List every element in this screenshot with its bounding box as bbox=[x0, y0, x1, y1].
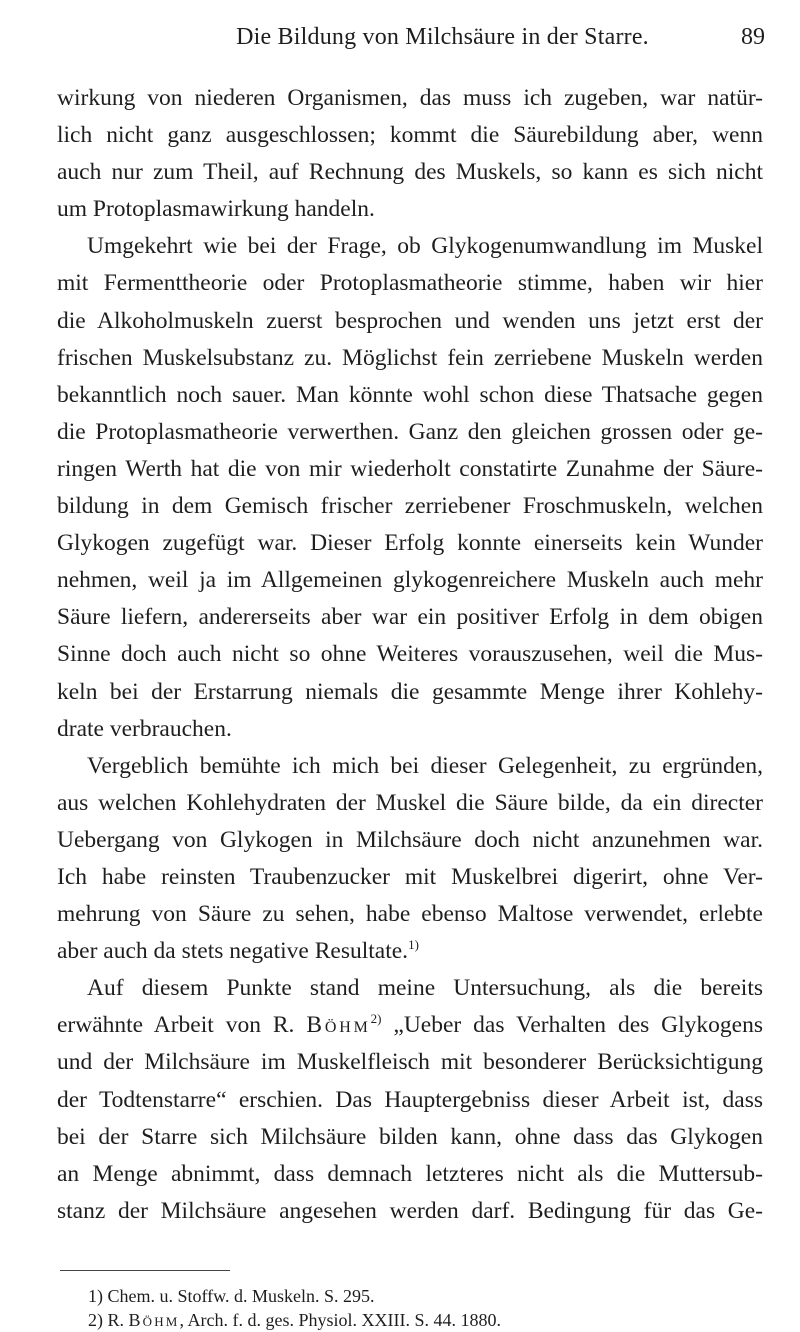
text-line bbox=[57, 1007, 763, 1044]
text-line: stanz der Milchsäure angesehen werden darf. Bedingung für das Ge- bbox=[57, 1197, 763, 1224]
page-number: 89 bbox=[741, 24, 765, 50]
footnote-divider bbox=[60, 1270, 230, 1271]
running-title: Die Bildung von Milchsäure in der Starre. bbox=[236, 24, 649, 50]
text-line: bei der Starre sich Milchsäure bilden kann, ohne dass das Glykogen bbox=[57, 1123, 763, 1150]
text-fragment: 2) R. bbox=[88, 1310, 124, 1330]
text-fragment: aber auch da stets negative Resultate. bbox=[57, 938, 409, 965]
author-name: Böhm bbox=[306, 1012, 371, 1039]
text-line: Sinne doch auch nicht so ohne Weiteres vorauszusehen, weil die Mus- bbox=[57, 641, 763, 668]
text-line: ringen Werth hat die von mir wiederholt constatirte Zunahme der Säure- bbox=[57, 455, 763, 482]
text-line: lich nicht ganz ausgeschlossen; kommt die Säurebildung aber, wenn bbox=[57, 122, 763, 149]
body-text bbox=[57, 80, 763, 1230]
footnote-1: 1) Chem. u. Stoffw. d. Muskeln. S. 295. bbox=[88, 1286, 375, 1306]
text-line: bekanntlich noch sauer. Man könnte wohl schon diese Thatsache gegen bbox=[57, 381, 763, 408]
footnote-2 bbox=[88, 1308, 738, 1332]
text-line: nehmen, weil ja im Allgemeinen glykogenreichere Muskeln auch mehr bbox=[57, 567, 763, 594]
paragraph-start-line: Umgekehrt wie bei der Frage, ob Glykogenumwandlung im Muskel bbox=[87, 233, 763, 260]
text-line: keln bei der Erstarrung niemals die gesammte Menge ihrer Kohlehy- bbox=[57, 678, 763, 705]
text-line: und der Milchsäure im Muskelfleisch mit besonderer Berücksichtigung bbox=[57, 1049, 763, 1076]
text-line: die Protoplasmatheorie verwerthen. Ganz den gleichen grossen oder ge- bbox=[57, 418, 763, 445]
text-line: der Todtenstarre“ erschien. Das Hauptergebniss dieser Arbeit ist, dass bbox=[57, 1086, 763, 1113]
paragraph-start-line: Auf diesem Punkte stand meine Untersuchung, als die bereits bbox=[87, 975, 763, 1002]
page-header bbox=[120, 24, 765, 58]
text-fragment: „Ueber das Verhalten des Glykogens bbox=[393, 1012, 764, 1039]
text-line: frischen Muskelsubstanz zu. Möglichst fein zerriebene Muskeln werden bbox=[57, 344, 763, 371]
text-line: Ich habe reinsten Traubenzucker mit Muskelbrei digerirt, ohne Ver- bbox=[57, 863, 763, 890]
text-line: Uebergang von Glykogen in Milchsäure doch nicht anzunehmen war. bbox=[57, 826, 763, 853]
text-line: Glykogen zugefügt war. Dieser Erfolg konnte einerseits kein Wunder bbox=[57, 530, 763, 557]
text-line: bildung in dem Gemisch frischer zerriebener Froschmuskeln, welchen bbox=[57, 493, 763, 520]
text-line: an Menge abnimmt, dass demnach letzteres nicht als die Muttersub- bbox=[57, 1160, 763, 1187]
text-line bbox=[57, 933, 763, 970]
paragraph-start-line: Vergeblich bemühte ich mich bei dieser Gelegenheit, zu ergründen, bbox=[87, 752, 763, 779]
text-fragment: erwähnte Arbeit von R. bbox=[57, 1012, 295, 1039]
author-name: Böhm bbox=[128, 1310, 180, 1330]
text-fragment: , Arch. f. d. ges. Physiol. XXIII. S. 44. 1880. bbox=[179, 1310, 501, 1330]
text-line: die Alkoholmuskeln zuerst besprochen und wenden uns jetzt erst der bbox=[57, 307, 763, 334]
text-line: auch nur zum Theil, auf Rechnung des Muskels, so kann es sich nicht bbox=[57, 159, 763, 186]
text-line: drate verbrauchen. bbox=[57, 715, 232, 742]
text-line: um Protoplasmawirkung handeln. bbox=[57, 196, 375, 223]
text-line: wirkung von niederen Organismen, das muss ich zugeben, war natür- bbox=[57, 85, 763, 111]
footnotes bbox=[88, 1284, 738, 1332]
text-line: Säure liefern, andererseits aber war ein positiver Erfolg in dem obigen bbox=[57, 604, 763, 631]
text-line: mit Fermenttheorie oder Protoplasmatheorie stimme, haben wir hier bbox=[57, 270, 763, 297]
footnote-ref-2: 2) bbox=[370, 1011, 382, 1027]
text-line: aus welchen Kohlehydraten der Muskel die Säure bilde, da ein directer bbox=[57, 789, 763, 816]
text-line: mehrung von Säure zu sehen, habe ebenso Maltose verwendet, erlebte bbox=[57, 901, 763, 928]
footnote-ref-1: 1) bbox=[408, 937, 419, 953]
